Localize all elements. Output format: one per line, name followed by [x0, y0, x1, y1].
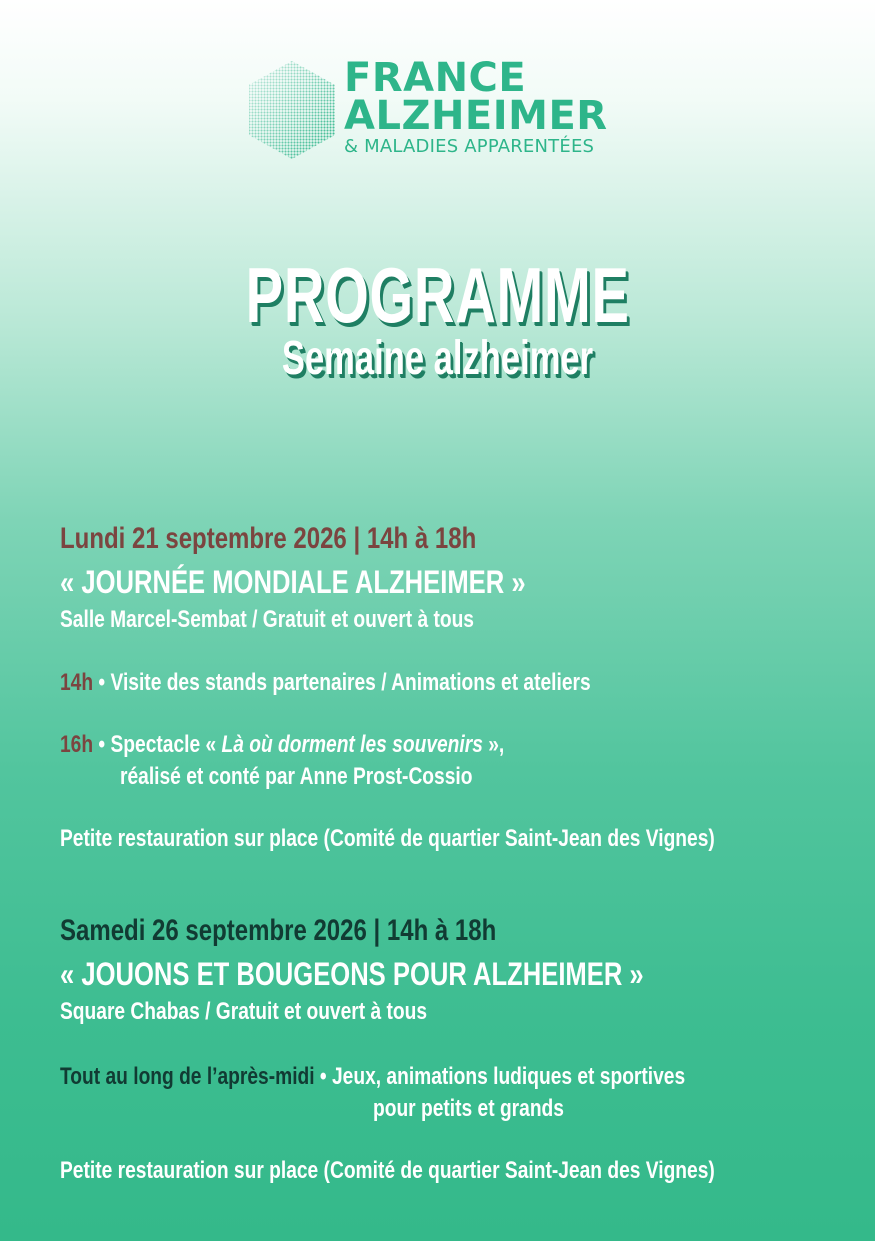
event2-title: « JOUONS ET BOUGEONS POUR ALZHEIMER » — [60, 956, 644, 992]
event2-time: Tout au long de l’après-midi — [60, 1063, 315, 1090]
event1-text-16h-show: Là où dorment les souvenirs — [221, 731, 483, 758]
bullet-icon: • — [319, 1063, 327, 1090]
france-alzheimer-logo — [248, 55, 648, 168]
event1-time-16h: 16h — [60, 731, 94, 758]
event1-title: « JOURNÉE MONDIALE ALZHEIMER » — [60, 564, 526, 600]
logo-line-alzheimer: ALZHEIMER — [344, 93, 608, 139]
event2-place: Square Chabas / Gratuit et ouvert à tous — [60, 998, 428, 1025]
event1-place: Salle Marcel-Sembat / Gratuit et ouvert à tous — [60, 606, 474, 633]
event1-text-14h: Visite des stands partenaires / Animations et ateliers — [110, 669, 591, 696]
logo-line-maladies: & MALADIES APPARENTÉES — [344, 136, 595, 157]
event1-time-14h: 14h — [60, 669, 94, 696]
event1-text-16h-prefix: Spectacle « — [110, 731, 222, 758]
bullet-icon: • — [98, 731, 106, 758]
event1-text-16h-suffix: », — [482, 731, 505, 758]
logo-line-france: FRANCE — [344, 55, 527, 101]
page-title: PROGRAMME — [245, 251, 630, 339]
bullet-icon: • — [98, 669, 106, 696]
logo-wordmark — [344, 55, 608, 158]
event1-date: Lundi 21 septembre 2026 | 14h à 18h — [60, 522, 477, 555]
event2-text-line2: pour petits et grands — [373, 1095, 564, 1122]
title-block — [0, 250, 875, 384]
event2-date: Samedi 26 septembre 2026 | 14h à 18h — [60, 914, 497, 947]
event1-text-16h-line2: réalisé et conté par Anne Prost-Cossio — [120, 763, 473, 790]
event2-text-line1: Jeux, animations ludiques et sportives — [331, 1063, 686, 1090]
page-subtitle: Semaine alzheimer — [281, 332, 594, 385]
hexagon-logo-icon — [248, 60, 336, 160]
